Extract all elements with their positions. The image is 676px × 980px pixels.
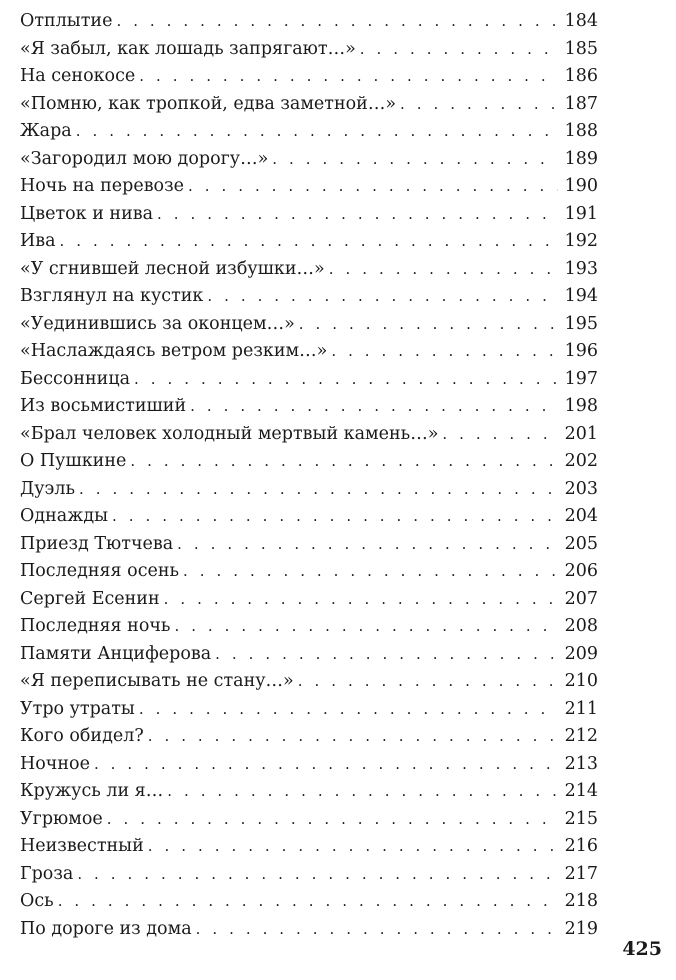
toc-entry-title: Ночь на перевозе	[20, 176, 184, 196]
toc-entry-title: «Загородил мою дорогу…»	[20, 148, 269, 169]
dot-leader	[298, 668, 558, 696]
toc-entry[interactable]	[20, 421, 598, 449]
toc-entry-title: Кружусь ли я…	[20, 781, 164, 801]
toc-entry[interactable]	[20, 311, 598, 339]
toc-entry[interactable]	[20, 723, 598, 751]
toc-entry-title: Памяти Анциферова	[20, 643, 212, 664]
toc-entry-title: Из восьмистиший	[20, 396, 187, 416]
toc-entry-page: 188	[564, 121, 598, 141]
dot-leader	[139, 696, 558, 724]
toc-entry[interactable]	[20, 888, 598, 916]
toc-entry-title: Последняя осень	[20, 561, 180, 581]
toc-entry-page: 197	[564, 368, 598, 389]
toc-entry-page: 204	[564, 506, 598, 526]
toc-entry-title: «Я забыл, как лошадь запрягают…»	[20, 38, 356, 59]
toc-entry[interactable]	[20, 778, 598, 806]
toc-entry-page: 208	[564, 616, 598, 636]
dot-leader	[190, 393, 558, 421]
toc-entry[interactable]	[20, 201, 598, 229]
toc-entry-title: Утро утраты	[20, 698, 135, 719]
toc-entry[interactable]	[20, 503, 598, 531]
dot-leader	[183, 558, 558, 586]
dot-leader	[442, 421, 558, 449]
toc-entry-page: 192	[564, 231, 598, 251]
toc-entry-title: «Помню, как тропкой, едва заметной…»	[20, 93, 397, 114]
dot-leader	[331, 338, 558, 366]
dot-leader	[188, 173, 558, 201]
toc-entry-title: Ива	[20, 231, 56, 251]
toc-entry-page: 218	[564, 891, 598, 911]
dot-leader	[79, 476, 558, 504]
toc-entry-page: 201	[564, 423, 598, 444]
toc-entry-title: «У сгнившей лесной избушки…»	[20, 258, 325, 279]
dot-leader	[116, 8, 558, 36]
toc-entry-page: 185	[564, 38, 598, 59]
toc-entry-page: 210	[564, 671, 598, 691]
toc-entry-page: 214	[564, 781, 598, 801]
dot-leader	[167, 778, 558, 806]
toc-entry-title: Кого обидел?	[20, 726, 144, 746]
toc-entry[interactable]	[20, 558, 598, 586]
toc-entry[interactable]	[20, 91, 598, 119]
toc-entry[interactable]	[20, 146, 598, 174]
toc-entry[interactable]	[20, 393, 598, 421]
dot-leader	[207, 283, 558, 311]
toc-entry-title: Сергей Есенин	[20, 588, 160, 609]
table-of-contents	[20, 8, 598, 943]
toc-entry-page: 198	[564, 396, 598, 416]
toc-entry[interactable]	[20, 8, 598, 36]
toc-entry-page: 203	[564, 478, 598, 499]
toc-entry[interactable]	[20, 63, 598, 91]
dot-leader	[112, 503, 558, 531]
toc-entry-page: 219	[564, 918, 598, 939]
toc-entry-title: «Я переписывать не стану…»	[20, 671, 294, 691]
toc-entry-title: О Пушкине	[20, 451, 127, 471]
toc-entry[interactable]	[20, 833, 598, 861]
toc-entry-page: 184	[564, 11, 598, 31]
toc-entry[interactable]	[20, 613, 598, 641]
toc-entry-title: По дороге из дома	[20, 918, 192, 939]
dot-leader	[157, 201, 558, 229]
dot-leader	[177, 531, 558, 559]
dot-leader	[196, 916, 558, 944]
toc-entry-page: 213	[564, 753, 598, 774]
toc-entry-page: 207	[564, 588, 598, 609]
toc-entry[interactable]	[20, 118, 598, 146]
toc-entry[interactable]	[20, 338, 598, 366]
dot-leader	[164, 586, 558, 614]
toc-entry-title: На сенокосе	[20, 66, 136, 86]
toc-entry-title: Взглянул на кустик	[20, 286, 204, 306]
toc-entry-title: «Уединившись за оконцем…»	[20, 313, 295, 334]
dot-leader	[400, 91, 558, 119]
toc-entry[interactable]	[20, 641, 598, 669]
toc-entry-page: 189	[564, 148, 598, 169]
dot-leader	[139, 63, 558, 91]
dot-leader	[58, 888, 558, 916]
toc-entry[interactable]	[20, 228, 598, 256]
toc-entry-page: 216	[564, 836, 598, 856]
dot-leader	[107, 806, 558, 834]
toc-entry-title: Дуэль	[20, 478, 75, 499]
dot-leader	[76, 118, 558, 146]
dot-leader	[94, 751, 558, 779]
toc-entry-page: 194	[564, 286, 598, 306]
toc-entry-page: 205	[564, 533, 598, 554]
dot-leader	[215, 641, 558, 669]
toc-entry-page: 191	[564, 203, 598, 224]
toc-entry[interactable]	[20, 448, 598, 476]
toc-entry-title: Неизвестный	[20, 836, 144, 856]
dot-leader	[299, 311, 558, 339]
dot-leader	[148, 833, 558, 861]
toc-entry-page: 217	[564, 863, 598, 884]
toc-entry[interactable]	[20, 256, 598, 284]
toc-entry-title: Бессонница	[20, 368, 131, 389]
toc-entry-title: Цветок и нива	[20, 203, 154, 224]
toc-entry-title: Гроза	[20, 863, 74, 884]
toc-entry-page: 202	[564, 451, 598, 471]
toc-entry[interactable]	[20, 916, 598, 944]
toc-entry[interactable]	[20, 476, 598, 504]
toc-entry-page: 187	[564, 93, 598, 114]
toc-entry-page: 186	[564, 66, 598, 86]
toc-entry[interactable]	[20, 531, 598, 559]
toc-entry-page: 211	[564, 698, 598, 719]
toc-entry[interactable]	[20, 366, 598, 394]
toc-entry[interactable]	[20, 586, 598, 614]
dot-leader	[130, 448, 558, 476]
toc-entry[interactable]	[20, 36, 598, 64]
toc-entry-title: Ось	[20, 891, 54, 911]
page-number: 425	[622, 938, 662, 960]
toc-entry-title: «Наслаждаясь ветром резким…»	[20, 341, 328, 361]
toc-entry-page: 190	[564, 176, 598, 196]
toc-entry[interactable]	[20, 861, 598, 889]
dot-leader	[272, 146, 558, 174]
toc-entry-page: 215	[564, 808, 598, 829]
toc-entry[interactable]	[20, 696, 598, 724]
toc-entry[interactable]	[20, 283, 598, 311]
toc-entry-page: 212	[564, 726, 598, 746]
dot-leader	[174, 613, 558, 641]
toc-entry-title: Жара	[20, 121, 72, 141]
toc-entry-title: Угрюмое	[20, 808, 103, 829]
toc-entry[interactable]	[20, 751, 598, 779]
dot-leader	[134, 366, 558, 394]
toc-entry-title: Однажды	[20, 506, 109, 526]
dot-leader	[77, 861, 558, 889]
toc-entry-page: 206	[564, 561, 598, 581]
toc-entry-title: Отплытие	[20, 11, 113, 31]
toc-entry-page: 196	[564, 341, 598, 361]
toc-entry-title: Ночное	[20, 753, 90, 774]
toc-entry-title: Последняя ночь	[20, 616, 171, 636]
toc-entry-title: «Брал человек холодный мертвый камень…»	[20, 423, 439, 444]
toc-entry-title: Приезд Тютчева	[20, 533, 174, 554]
toc-entry[interactable]	[20, 806, 598, 834]
toc-entry-page: 209	[564, 643, 598, 664]
dot-leader	[360, 36, 558, 64]
dot-leader	[148, 723, 558, 751]
toc-entry[interactable]	[20, 173, 598, 201]
toc-entry-page: 195	[564, 313, 598, 334]
toc-entry[interactable]	[20, 668, 598, 696]
dot-leader	[329, 256, 558, 284]
dot-leader	[60, 228, 558, 256]
toc-entry-page: 193	[564, 258, 598, 279]
